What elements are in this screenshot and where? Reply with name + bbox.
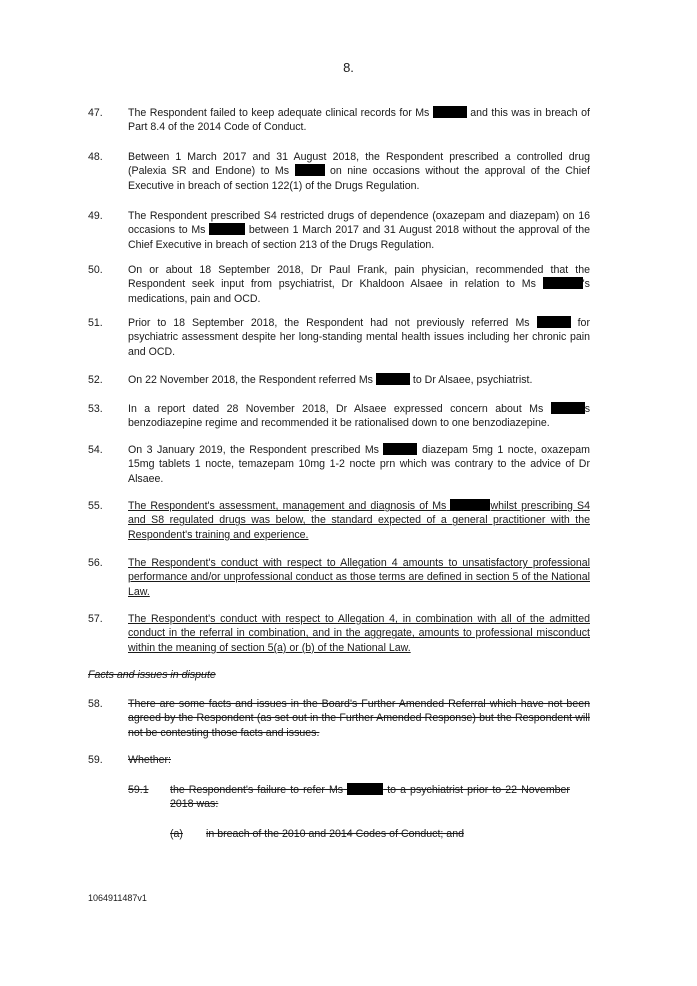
paragraph-text: whilst prescribing S4 and S8 regulated drugs was below, the standard expected of a general practitioner with the Respondent's training and experience. [128, 500, 590, 541]
redaction-block [376, 373, 410, 385]
paragraph-text: between 1 March 2017 and 31 August 2018 without the approval of the Chief Executive in breach of section 213 of the Drugs Regulation. [128, 224, 591, 251]
redaction-block [209, 223, 245, 235]
paragraph-text: diazepam 5mg 1 nocte, oxazepam 15mg tablets 1 nocte, temazepam 10mg 1-2 nocte prn which was contrary to the advice of Dr Alsaee. [128, 444, 590, 485]
paragraph-number: 58. [88, 698, 103, 710]
paragraph-text: The Respondent's conduct with respect to Allegation 4, in combination with all of the admitted conduct in the referral in combination, and in the aggregate, amounts to professional misconduct within the meaning of section 5(a) or (b) of the National Law. [128, 613, 590, 654]
paragraph-number: 54. [88, 444, 103, 456]
paragraph-text: to Dr Alsaee, psychiatrist. [412, 374, 533, 386]
page-number: 8. [343, 60, 354, 75]
paragraph-number: 51. [88, 317, 103, 329]
paragraph-text: to a psychiatrist prior to 22 November 2018 was: [170, 784, 570, 811]
paragraph-number: 49. [88, 210, 103, 222]
paragraph-text: Whether: [128, 754, 171, 766]
paragraph-text: There are some facts and issues in the Board's Further Amended Referral which have not been agreed by the Respondent (as set out in the Further Amended Response) but the Respondent will not be contesting those facts and issues. [128, 698, 590, 739]
section-heading: Facts and issues in dispute [88, 669, 216, 681]
paragraph-text: The Respondent prescribed S4 restricted drugs of dependence (oxazepam and diazepam) on 16 occasions to Ms [128, 210, 590, 237]
paragraph-number: 57. [88, 613, 103, 625]
paragraph-number: 55. [88, 500, 103, 512]
redaction-block [433, 106, 467, 118]
paragraph-text: Between 1 March 2017 and 31 August 2018, the Respondent prescribed a controlled drug (Palexia SR and Endone) to Ms [128, 151, 590, 178]
redaction-block [543, 277, 583, 289]
paragraph-text: on nine occasions without the approval of the Chief Executive in breach of section 122(1) of the Drugs Regulation. [128, 165, 590, 192]
paragraph-number: 47. [88, 107, 103, 119]
redaction-block [450, 499, 490, 511]
document-reference: 1064911487v1 [88, 893, 147, 903]
redaction-block [551, 402, 585, 414]
paragraph-text: the Respondent's failure to refer Ms [170, 784, 344, 796]
subparagraph-a-label: (a) [170, 828, 183, 840]
paragraph-text: On 3 January 2019, the Respondent prescribed Ms [128, 444, 379, 456]
paragraph-number: 52. [88, 374, 103, 386]
redaction-block [383, 443, 417, 455]
paragraph-text: for psychiatric assessment despite her long-standing mental health issues including her chronic pain and OCD. [128, 317, 590, 358]
subparagraph-59-1-number: 59.1 [128, 784, 149, 796]
paragraph-number: 56. [88, 557, 103, 569]
paragraph-number: 48. [88, 151, 103, 163]
subparagraph-59-1 [170, 783, 570, 812]
redaction-block [295, 164, 325, 176]
paragraph-text: The Respondent's conduct with respect to Allegation 4 amounts to unsatisfactory professional performance and/or unprofessional conduct as those terms are defined in section 5 of the National Law. [128, 557, 590, 598]
paragraph-number: 53. [88, 403, 103, 415]
paragraph-text: The Respondent failed to keep adequate clinical records for Ms [128, 107, 430, 119]
redaction-block [347, 783, 383, 795]
paragraph-text: On 22 November 2018, the Respondent referred Ms [128, 374, 373, 386]
subparagraph-a: in breach of the 2010 and 2014 Codes of Conduct; and [206, 828, 464, 840]
paragraph-number: 59. [88, 754, 103, 766]
paragraph-text: 's medications, pain and OCD. [128, 278, 590, 305]
paragraph-number: 50. [88, 264, 103, 276]
paragraph-text: The Respondent's assessment, management and diagnosis of Ms [128, 500, 447, 512]
paragraph-text: and this was in breach of Part 8.4 of the 2014 Code of Conduct. [128, 107, 590, 134]
paragraph-text: Prior to 18 September 2018, the Respondent had not previously referred Ms [128, 317, 530, 329]
paragraph-text: In a report dated 28 November 2018, Dr Alsaee expressed concern about Ms [128, 403, 544, 415]
paragraph-text: On or about 18 September 2018, Dr Paul Frank, pain physician, recommended that the Respondent seek input from psychiatrist, Dr Khaldoon Alsaee in relation to Ms [128, 264, 590, 291]
redaction-block [537, 316, 571, 328]
paragraph-text: s benzodiazepine regime and recommended it be rationalised down to one benzodiazepine. [128, 403, 590, 430]
